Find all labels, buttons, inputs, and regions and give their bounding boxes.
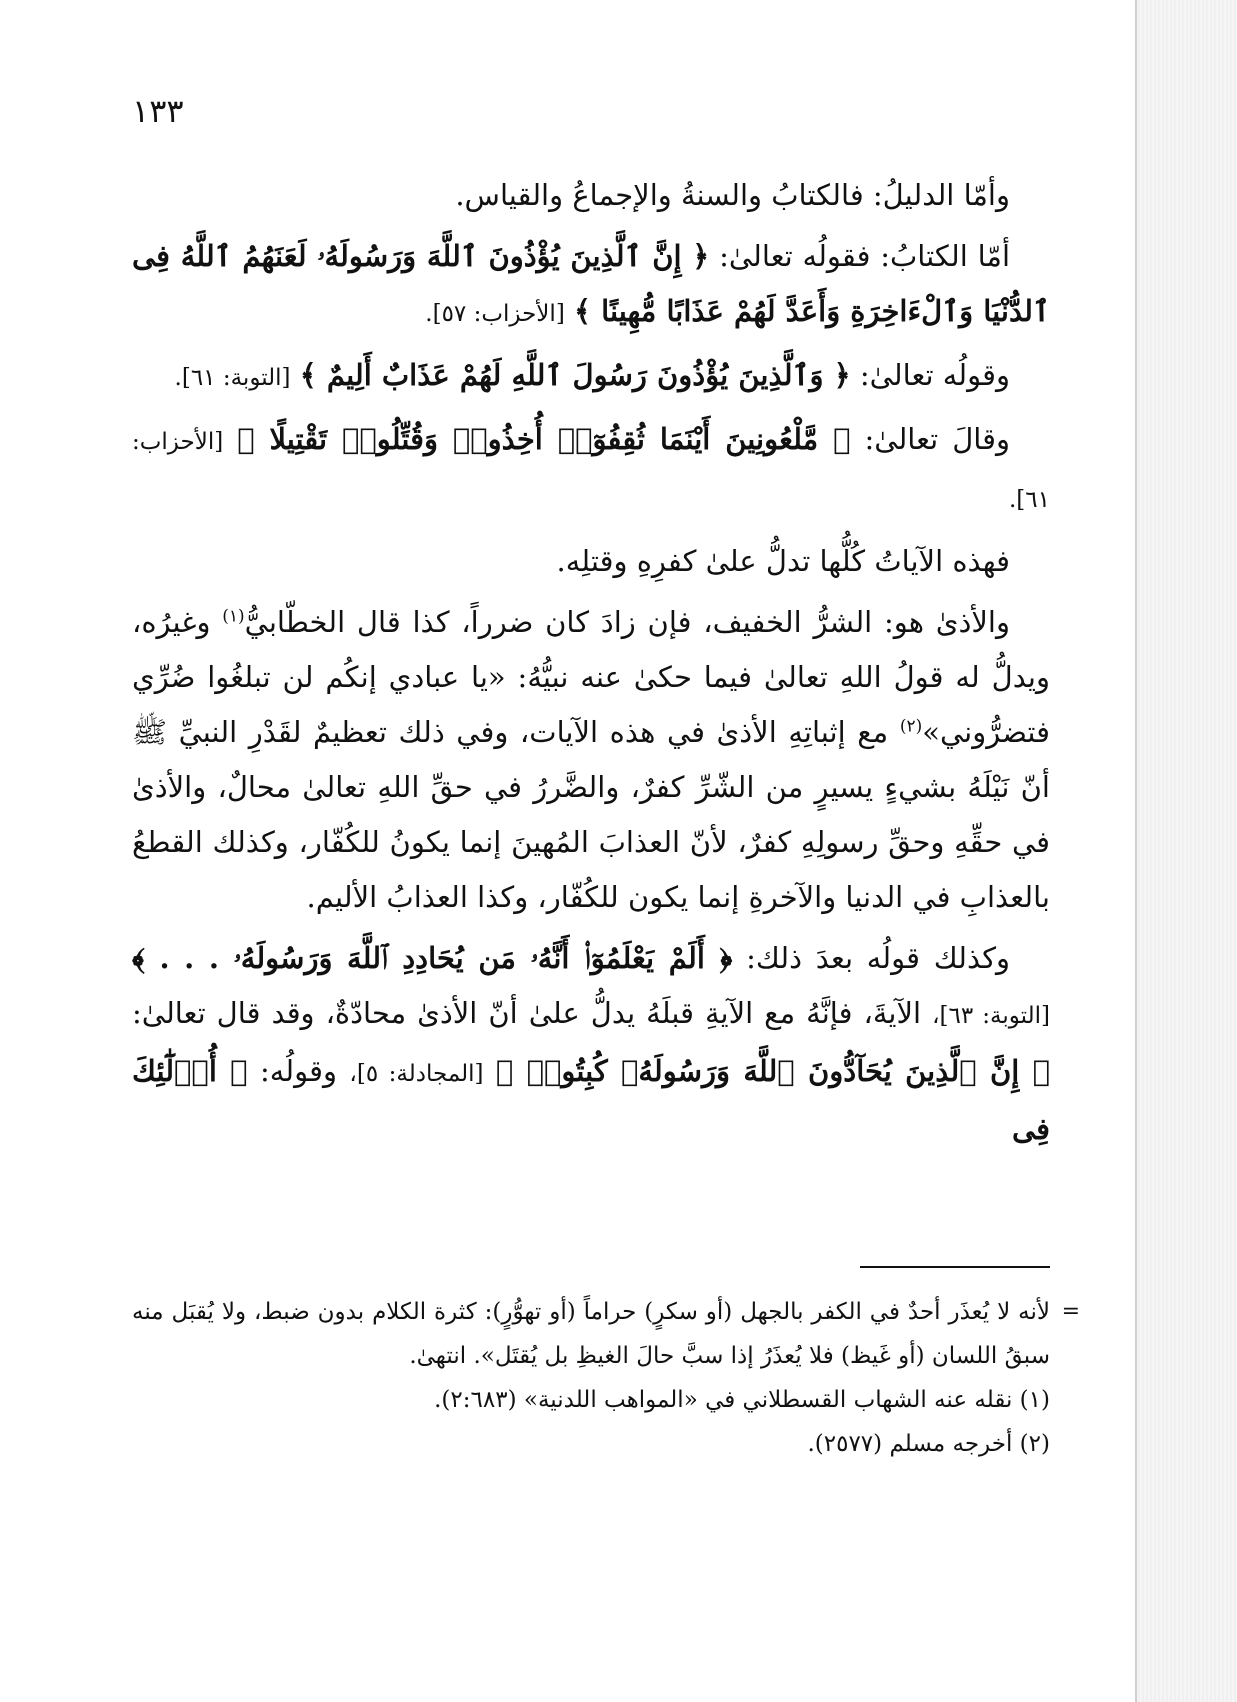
footnotes	[132, 1290, 1080, 1466]
continuation-mark: =	[1061, 1299, 1080, 1324]
footnote-1: (١) نقله عنه الشهاب القسطلاني في «المواهب اللدنية» (٢:٦٨٣).	[434, 1387, 1050, 1413]
paragraph-intro: وكذلك قولُه بعدَ ذلك:	[746, 941, 1011, 975]
quran-verse: ﴿ إِنَّ ٱلَّذِينَ يُؤْذُونَ ٱللَّهَ وَرَسُولَهُۥ لَعَنَهُمُ ٱللَّهُ فِى ٱلدُّنْيَا وَٱلْءَاخِرَةِ وَأَعَدَّ لَهُمْ عَذَابًا مُّهِينًا ﴾	[132, 239, 1050, 328]
verse-reference: [التوبة: ٦٣]،	[932, 1003, 1050, 1029]
footnote-marker: (٢)	[899, 716, 923, 737]
paragraph-opposition	[132, 931, 1050, 1157]
verse-reference: [التوبة: ٦١].	[174, 365, 291, 391]
footnote-continuation	[132, 1290, 1080, 1378]
paragraph-text: مع إثباتِهِ الأذىٰ في هذه الآيات، وفي ذلك تعظيمٌ لقَدْرِ النبيِّ ﷺ أنّ نَيْلَهُ بشيءٍ يسيرٍ من الشّرِّ كفرٌ، والضَّررُ في حقِّ اللهِ تعالىٰ محالٌ، والأذىٰ في حقِّهِ وحقِّ رسولِهِ كفرٌ، لأنّ العذابَ المُهينَ إنما يكونُ للكُفّار، وكذلك القطعُ بالعذابِ في الدنيا والآخرةِ إنما يكون للكُفّار، وكذا العذابُ الأليم.	[132, 715, 1050, 914]
verse-reference: [الأحزاب: ٦١].	[132, 429, 1050, 513]
paragraph-tawbah	[132, 348, 1050, 406]
footnote-2: (٢) أخرجه مسلم (٢٥٧٧).	[807, 1431, 1050, 1457]
paragraph-conclusion: فهذه الآياتُ كُلُّها تدلُّ علىٰ كفرِهِ وقتلِه.	[556, 544, 1010, 578]
paragraph-text: وغيرُه، ويدلُّ له قولُ اللهِ تعالىٰ فيما حكىٰ عنه نبيُّهُ: «يا عبادي إنكُم لن تبلغُوا ضُرِّي فتضرُّوني»	[132, 605, 1050, 749]
quran-verse: ﴿ وَٱلَّذِينَ يُؤْذُونَ رَسُولَ ٱللَّهِ لَهُمْ عَذَابٌ أَلِيمٌ ﴾	[299, 358, 851, 392]
verse-reference: [الأحزاب: ٥٧].	[425, 301, 565, 327]
paragraph-harm	[132, 595, 1050, 925]
paragraph-book	[132, 229, 1050, 342]
paragraph-text: وقولُه:	[259, 1054, 337, 1088]
footnote-separator	[860, 1266, 1050, 1268]
paragraph-ahzab	[132, 412, 1050, 528]
quran-verse: ﴿ مَّلْعُونِينَ أَيْنَمَا ثُقِفُوٓا۟ أُخِذُوا۟ وَقُتِّلُوا۟ تَقْتِيلًا ﴾	[237, 422, 851, 456]
paragraph-text: والأذىٰ هو: الشرُّ الخفيف، فإن زادَ كان ضرراً، كذا قال الخطّابيُّ	[244, 605, 1010, 639]
page-number: ١٣٣	[132, 92, 184, 130]
scan-edge-shading	[1137, 0, 1237, 1702]
footnote-text: لأنه لا يُعذَر أحدٌ في الكفر بالجهل (أو سكرٍ) حراماً (أو تهوُّرٍ): كثرة الكلام بدون ضبط، ولا يُقبَل منه سبقُ اللسان (أو غَيظ) فلا يُعذَرُ إذا سبَّ حالَ الغيظِ بل يُقتَل». انتهىٰ.	[132, 1299, 1050, 1369]
paragraph-intro: أمّا الكتابُ: فقولُه تعالىٰ:	[719, 239, 1010, 273]
footnote-marker: (١)	[222, 606, 245, 627]
verse-reference: [المجادلة: ٥]،	[349, 1061, 484, 1087]
quran-verse: ﴿ إِنَّ ٱلَّذِينَ يُحَآدُّونَ ٱللَّهَ وَرَسُولَهُۥ كُبِتُوا۟ ﴾	[495, 1054, 1051, 1088]
quran-verse: ﴿ أُو۟لَٰٓئِكَ فِى	[132, 1054, 1050, 1146]
paragraph-evidence: وأمّا الدليلُ: فالكتابُ والسنةُ والإجماعُ والقياس.	[455, 178, 1010, 212]
quran-verse: ﴿ أَلَمْ يَعْلَمُوٓا۟ أَنَّهُۥ مَن يُحَادِدِ ٱللَّهَ وَرَسُولَهُۥ . . . ﴾	[132, 941, 733, 975]
paragraph-intro: وقولُه تعالىٰ:	[859, 358, 1010, 392]
main-text	[132, 168, 1050, 1163]
scan-edge-line	[1135, 0, 1137, 1702]
paragraph-intro: وقالَ تعالىٰ:	[864, 422, 1010, 456]
paragraph-text: الآيةَ، فإنَّهُ مع الآيةِ قبلَهُ يدلُّ علىٰ أنّ الأذىٰ محادّةٌ، وقد قال تعالىٰ:	[132, 996, 922, 1030]
